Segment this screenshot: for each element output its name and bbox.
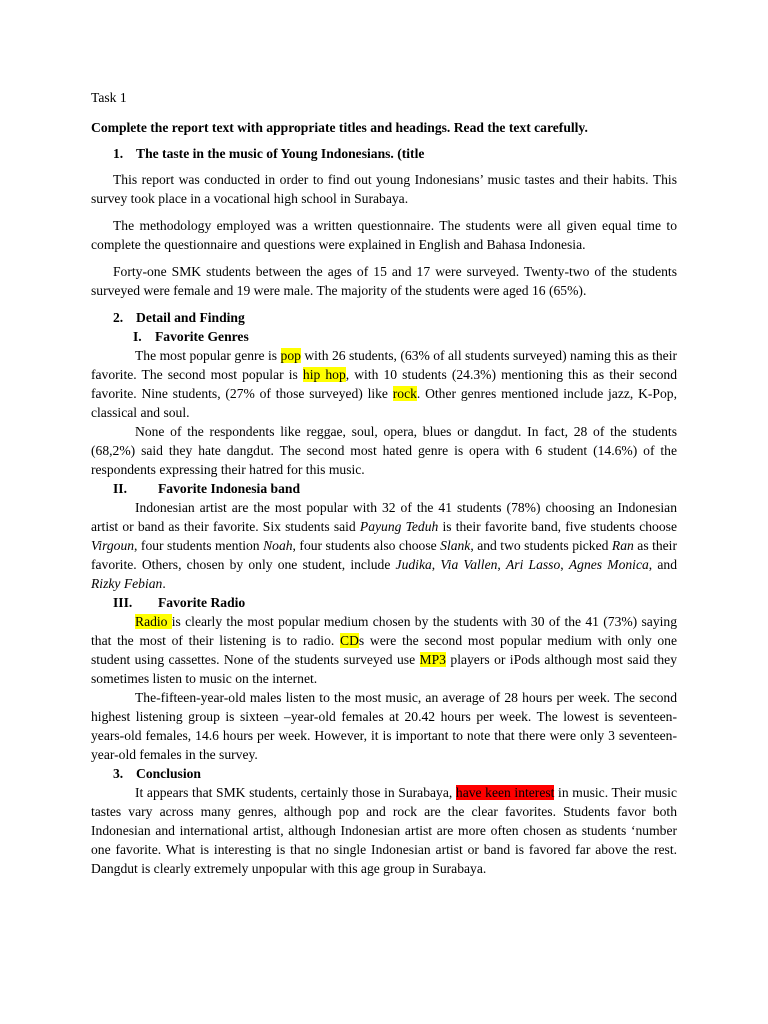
italic-artist-name: Ari Lasso xyxy=(505,557,561,572)
instruction: Complete the report text with appropriate titles and headings. Read the text carefully. xyxy=(91,120,588,135)
italic-artist-name: Rizky Febian xyxy=(91,576,163,591)
text-run: , xyxy=(497,557,506,572)
conclusion-paragraph xyxy=(91,783,677,878)
text-run: , and xyxy=(648,557,678,572)
section3-heading xyxy=(91,764,677,783)
highlight-mp3: MP3 xyxy=(419,652,446,667)
band-number: II. xyxy=(113,481,127,496)
text-run: . Other genres mentioned include jazz, K-Pop, classical and soul. xyxy=(91,386,677,420)
text-run: with 26 students, (63% of all students surveyed) naming this as their favorite. The second most popular is xyxy=(91,348,678,382)
highlight-pop: pop xyxy=(280,348,301,363)
radio-paragraph-1 xyxy=(91,612,677,688)
highlight-keen-interest: have keen interest xyxy=(455,785,555,800)
text-run: It appears that SMK students, certainly those in Surabaya, xyxy=(135,785,456,800)
band-paragraph xyxy=(91,498,677,593)
participants-paragraph: Forty-one SMK students between the ages of 15 and 17 were surveyed. Twenty-two of the students surveyed were female and 19 were male. The majority of the students were aged 16 (65%). xyxy=(91,264,677,298)
text-run: is clearly the most popular medium chosen by the students with 30 of the 41 (73%) saying that the most of their listening is to radio. xyxy=(91,614,678,648)
highlight-hip-hop: hip hop xyxy=(302,367,346,382)
text-run: , and two students picked xyxy=(470,538,612,553)
section2-title: Detail and Finding xyxy=(136,310,245,325)
text-run: , four students also choose xyxy=(292,538,441,553)
italic-band-name: Ran xyxy=(611,538,634,553)
text-run: , with 10 students (24.3%) mentioning this as their second favorite. Nine students, (27% of those surveyed) like xyxy=(91,367,677,401)
italic-band-name: Slank xyxy=(440,538,471,553)
task-label: Task 1 xyxy=(91,90,127,105)
genres-heading xyxy=(91,327,677,346)
italic-artist-name: Via Vallen xyxy=(440,557,498,572)
radio-paragraph-2: The-fifteen-year-old males listen to the most music, an average of 28 hours per week. The second highest listening group is sixteen –year-old females at 20.42 hours per week. The lowest is seventeen-years-old females, 14.6 hours per week. However, it is important to note that there were only 3 seventeen-year-old females in the survey. xyxy=(91,690,677,762)
section1-heading xyxy=(91,144,677,163)
highlight-rock: rock xyxy=(392,386,417,401)
italic-band-name: Noah xyxy=(263,538,293,553)
band-heading xyxy=(91,479,677,498)
italic-band-name: Virgoun xyxy=(91,538,135,553)
document-body xyxy=(91,88,677,878)
methodology-paragraph: The methodology employed was a written questionnaire. The students were all given equal time to complete the questionnaire and questions were explained in English and Bahasa Indonesia. xyxy=(91,218,677,252)
band-title: Favorite Indonesia band xyxy=(158,481,301,496)
genres-number: I. xyxy=(133,329,142,344)
section1-number: 1. xyxy=(113,146,124,161)
italic-band-name: Payung Teduh xyxy=(359,519,439,534)
section1-title: The taste in the music of Young Indonesians. (title xyxy=(136,146,425,161)
section2-heading xyxy=(91,308,677,327)
section3-number: 3. xyxy=(113,766,124,781)
text-run: . xyxy=(162,576,166,591)
text-run: , four students mention xyxy=(134,538,264,553)
highlight-radio: Radio xyxy=(135,614,172,629)
section2-number: 2. xyxy=(113,310,124,325)
text-run: in music. Their music tastes vary across many genres, although pop and rock are the clear favorites. Students favor both Indonesian and international artist, although Indonesian artist are more often chosen as students ‘number one favorite. What is interesting is that no single Indonesian artist or band is favored far above the rest. Dangdut is clearly extremely unpopular with this age group in Surabaya. xyxy=(91,785,677,876)
genres-paragraph-1 xyxy=(91,346,677,422)
radio-number: III. xyxy=(113,595,133,610)
section3-title: Conclusion xyxy=(136,766,201,781)
genres-title: Favorite Genres xyxy=(155,329,249,344)
italic-artist-name: Judika xyxy=(395,557,432,572)
text-run: , xyxy=(431,557,441,572)
text-run: , xyxy=(560,557,569,572)
genres-paragraph-2: None of the respondents like reggae, soul, opera, blues or dangdut. In fact, 28 of the students (68,2%) said they hate dangdut. The second most hated genre is opera with 6 student (14.6%) of the respondents expressing their hatred for this music. xyxy=(91,424,677,477)
intro-paragraph: This report was conducted in order to find out young Indonesians’ music tastes and their habits. This survey took place in a vocational high school in Surabaya. xyxy=(91,172,677,206)
text-run: is their favorite band, five students choose xyxy=(438,519,677,534)
radio-heading xyxy=(91,593,677,612)
radio-title: Favorite Radio xyxy=(158,595,246,610)
text-run: Indonesian artist are the most popular with 32 of the 41 students (78%) choosing an Indonesian artist or band as their favorite. Six students said xyxy=(91,500,677,534)
text-run: s were the second most popular medium with only one student using cassettes. None of the students surveyed use xyxy=(91,633,677,667)
text-run: as their favorite. Others, chosen by only one student, include xyxy=(91,538,677,572)
text-run: players or iPods although most said they sometimes listen to music on the internet. xyxy=(91,652,677,686)
highlight-cd: CD xyxy=(340,633,359,648)
text-run: The most popular genre is xyxy=(135,348,281,363)
italic-artist-name: Agnes Monica xyxy=(568,557,649,572)
